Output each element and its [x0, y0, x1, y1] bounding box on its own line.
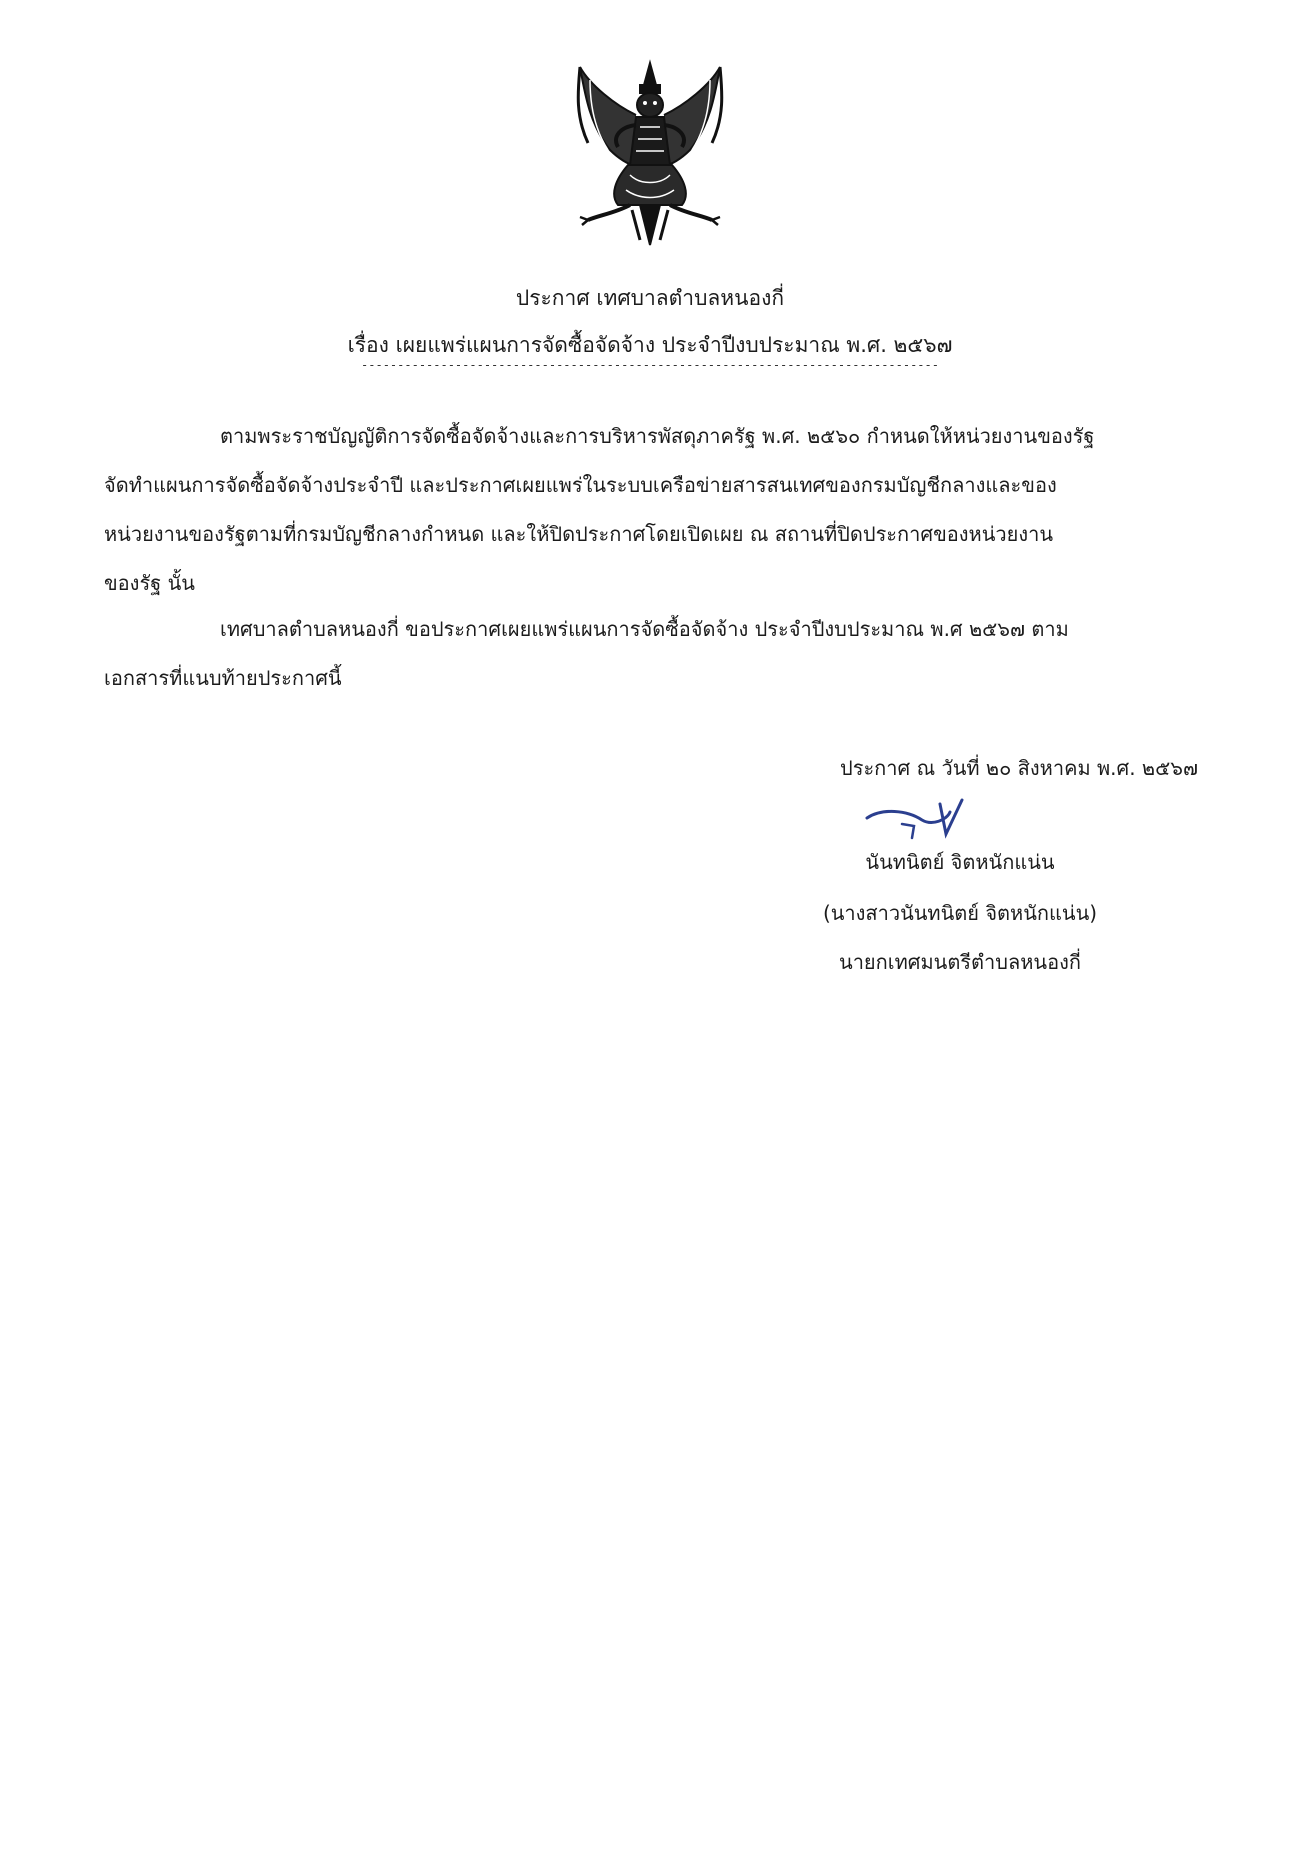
signatory-full-name: (นางสาวนันทนิตย์ จิตหนักแน่น): [822, 901, 1098, 925]
signatory-name: นันทนิตย์ จิตหนักแน่น: [865, 850, 1055, 874]
announcement-date: ประกาศ ณ วันที่ ๒๐ สิงหาคม พ.ศ. ๒๕๖๗: [840, 756, 1198, 780]
paragraph-2-line-1: เทศบาลตำบลหนองกี่ ขอประกาศเผยแพร่แผนการจัดซื้อจัดจ้าง ประจำปีงบประมาณ พ.ศ ๒๕๖๗ ตาม: [220, 617, 1069, 641]
paragraph-1-line-4: ของรัฐ นั้น: [104, 571, 195, 595]
garuda-emblem-icon: [560, 55, 740, 250]
handwritten-signature: [862, 790, 982, 850]
paragraph-2-line-2: เอกสารที่แนบท้ายประกาศนี้: [104, 666, 342, 690]
dashed-divider: --------------------------------------------------------------------------------: [361, 358, 939, 372]
announcement-subject: เรื่อง เผยแพร่แผนการจัดซื้อจัดจ้าง ประจำปีงบประมาณ พ.ศ. ๒๕๖๗: [347, 333, 953, 357]
paragraph-1-line-1: ตามพระราชบัญญัติการจัดซื้อจัดจ้างและการบริหารพัสดุภาครัฐ พ.ศ. ๒๕๖๐ กำหนดให้หน่วยงานของรัฐ: [220, 424, 1095, 448]
announcement-title: ประกาศ เทศบาลตำบลหนองกี่: [515, 286, 785, 310]
paragraph-1-line-2: จัดทำแผนการจัดซื้อจัดจ้างประจำปี และประกาศเผยแพร่ในระบบเครือข่ายสารสนเทศของกรมบัญชีกลางและของ: [104, 473, 1057, 497]
signatory-position: นายกเทศมนตรีตำบลหนองกี่: [839, 950, 1081, 974]
paragraph-1-line-3: หน่วยงานของรัฐตามที่กรมบัญชีกลางกำหนด และให้ปิดประกาศโดยเปิดเผย ณ สถานที่ปิดประกาศของหน่วยงาน: [104, 522, 1054, 546]
